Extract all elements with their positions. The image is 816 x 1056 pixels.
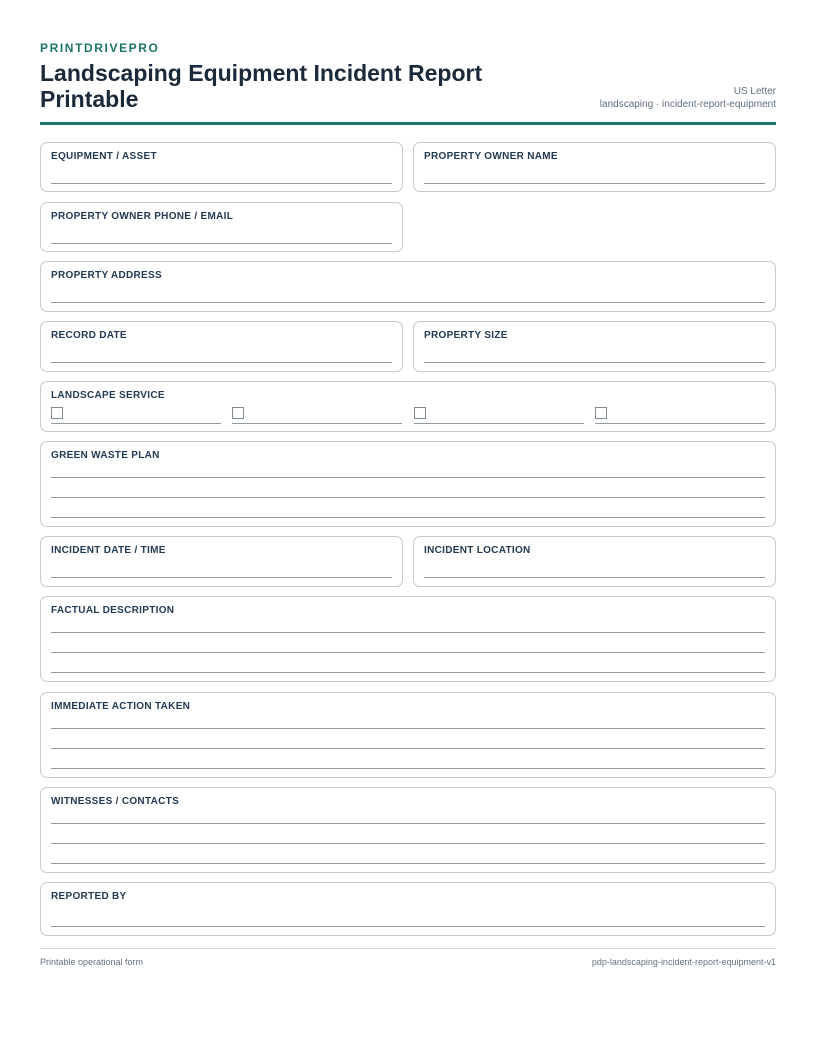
field-label: REPORTED BY: [51, 891, 127, 902]
write-line[interactable]: [51, 926, 765, 927]
field-property-size: [413, 321, 776, 372]
write-line[interactable]: [51, 728, 765, 729]
write-line[interactable]: [51, 768, 765, 769]
write-line[interactable]: [51, 477, 765, 478]
field-label: PROPERTY OWNER PHONE / EMAIL: [51, 211, 234, 222]
field-label: GREEN WASTE PLAN: [51, 450, 160, 461]
paper-size: US Letter: [733, 86, 776, 97]
document-tags: landscaping · incident-report-equipment: [599, 99, 776, 110]
field-label: IMMEDIATE ACTION TAKEN: [51, 701, 191, 712]
brand-name: PRINTDRIVEPRO: [40, 41, 160, 55]
write-line[interactable]: [51, 632, 765, 633]
service-option-3: [414, 406, 584, 424]
write-line[interactable]: [51, 302, 765, 303]
field-witnesses-contacts: [40, 787, 776, 873]
write-line[interactable]: [51, 577, 392, 578]
field-factual-description: [40, 596, 776, 682]
field-property-owner-name: [413, 142, 776, 192]
footer-left-text: Printable operational form: [40, 957, 144, 967]
service-option-1: [51, 406, 221, 424]
field-equipment-asset: [40, 142, 403, 192]
field-label: RECORD DATE: [51, 330, 127, 341]
field-green-waste-plan: [40, 441, 776, 527]
write-line[interactable]: [51, 497, 765, 498]
write-line[interactable]: [424, 183, 765, 184]
field-label: PROPERTY ADDRESS: [51, 270, 162, 281]
field-label: EQUIPMENT / ASSET: [51, 151, 157, 162]
field-record-date: [40, 321, 403, 372]
field-label: LANDSCAPE SERVICE: [51, 390, 165, 401]
field-incident-date-time: [40, 536, 403, 587]
field-label: PROPERTY OWNER NAME: [424, 151, 558, 162]
write-line[interactable]: [51, 517, 765, 518]
field-landscape-service: [40, 381, 776, 432]
checkbox[interactable]: [51, 407, 63, 419]
field-property-owner-contact: [40, 202, 403, 252]
write-line[interactable]: [51, 243, 392, 244]
field-label: FACTUAL DESCRIPTION: [51, 605, 175, 616]
write-line[interactable]: [424, 362, 765, 363]
field-immediate-action: [40, 692, 776, 778]
write-line[interactable]: [51, 843, 765, 844]
write-line[interactable]: [51, 652, 765, 653]
field-incident-location: [413, 536, 776, 587]
header-rule: [40, 122, 776, 125]
field-label: INCIDENT DATE / TIME: [51, 545, 166, 556]
write-line[interactable]: [424, 577, 765, 578]
service-option-2: [232, 406, 402, 424]
footer-form-id: pdp-landscaping-incident-report-equipment-v1: [591, 957, 776, 967]
checkbox[interactable]: [232, 407, 244, 419]
field-label: PROPERTY SIZE: [424, 330, 508, 341]
write-line[interactable]: [51, 672, 765, 673]
footer-rule: [40, 948, 776, 949]
write-line[interactable]: [51, 748, 765, 749]
field-label: INCIDENT LOCATION: [424, 545, 531, 556]
write-line[interactable]: [51, 362, 392, 363]
field-reported-by: [40, 882, 776, 936]
field-property-address: [40, 261, 776, 312]
write-line[interactable]: [51, 823, 765, 824]
write-line[interactable]: [51, 863, 765, 864]
field-label: WITNESSES / CONTACTS: [51, 796, 180, 807]
checkbox[interactable]: [595, 407, 607, 419]
page-title: Landscaping Equipment Incident Report Printable: [40, 60, 483, 112]
service-option-4: [595, 406, 765, 424]
write-line[interactable]: [51, 183, 392, 184]
checkbox[interactable]: [414, 407, 426, 419]
document-meta: [600, 85, 776, 111]
